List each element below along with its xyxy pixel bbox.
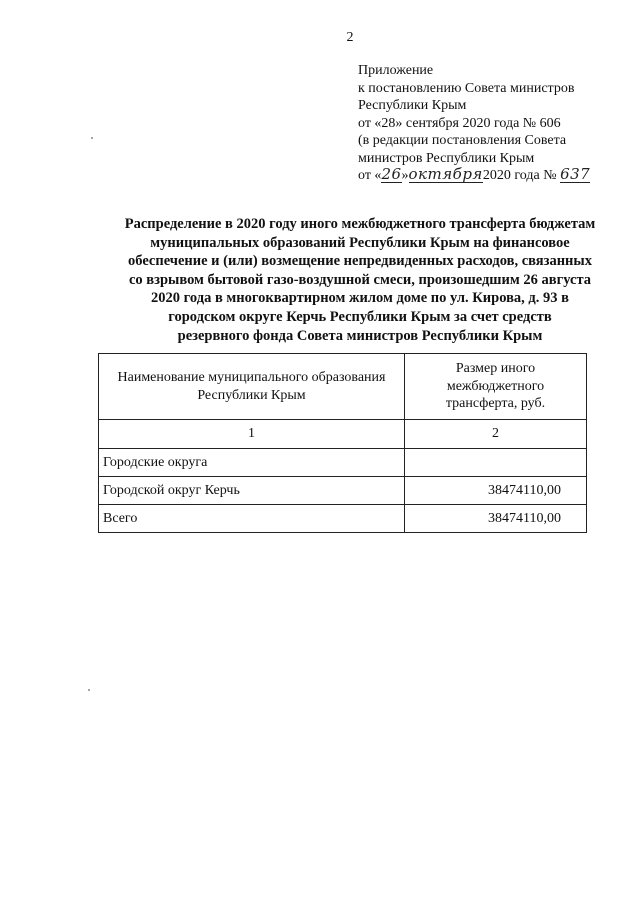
handwritten-month: октября	[408, 165, 483, 183]
table-row	[99, 505, 587, 533]
scan-speck	[88, 689, 90, 691]
header-amount-line-2: межбюджетного	[446, 378, 545, 394]
appendix-line-5: (в редакции постановления Совета	[358, 133, 567, 148]
column-number-row	[99, 420, 587, 449]
table-row	[99, 449, 587, 477]
header-transfer-amount	[405, 354, 587, 420]
column-number-1: 1	[99, 420, 405, 449]
appendix-block	[358, 62, 628, 185]
appendix-line-7-prefix: от «	[358, 168, 382, 183]
appendix-line-2: к постановлению Совета министров	[358, 80, 575, 96]
handwritten-day: 26	[381, 165, 402, 183]
header-municipality-line-2: Республики Крым	[197, 387, 306, 403]
header-municipality	[99, 354, 405, 420]
title-line-2: муниципальных образований Республики Крым на финансовое	[150, 234, 570, 251]
appendix-line-7-year: 2020 года №	[482, 168, 561, 183]
row-amount: 38474110,00	[405, 477, 587, 505]
table-header-row	[99, 354, 587, 420]
document-title	[100, 215, 620, 345]
appendix-line-3: Республики Крым	[358, 98, 467, 113]
title-line-4: со взрывом бытовой газо-воздушной смеси, произошедшим 26 августа	[128, 271, 591, 288]
title-line-7: резервного фонда Совета министров Республики Крым	[177, 327, 543, 344]
appendix-line-4: от «28» сентября 2020 года № 606	[358, 115, 561, 131]
row-amount: 38474110,00	[405, 505, 587, 533]
header-amount-line-3: трансферта, руб.	[445, 396, 546, 412]
row-name: Всего	[99, 505, 405, 533]
appendix-line-1: Приложение	[358, 63, 434, 78]
header-amount-line-1: Размер иного	[455, 361, 536, 377]
column-number-2: 2	[405, 420, 587, 449]
handwritten-number: 637	[560, 165, 591, 183]
distribution-table	[98, 353, 587, 533]
row-name: Городские округа	[99, 449, 405, 477]
appendix-line-7	[358, 167, 628, 185]
title-line-1: Распределение в 2020 году иного межбюджетного трансферта бюджетам	[124, 216, 596, 232]
title-line-3: обеспечение и (или) возмещение непредвиденных расходов, связанных	[128, 253, 592, 270]
scan-speck	[91, 137, 93, 139]
table-row	[99, 477, 587, 505]
title-line-5: 2020 года в многоквартирном жилом доме по ул. Кирова, д. 93 в	[151, 290, 569, 307]
appendix-line-7-mid: »	[401, 168, 409, 183]
page-number: 2	[346, 30, 354, 45]
header-municipality-line-1: Наименование муниципального образования	[117, 370, 386, 385]
appendix-line-6: министров Республики Крым	[358, 150, 535, 166]
row-amount	[405, 449, 587, 477]
row-name: Городской округ Керчь	[99, 477, 405, 505]
title-line-6: городском округе Керчь Республики Крым за счет средств	[168, 308, 552, 325]
